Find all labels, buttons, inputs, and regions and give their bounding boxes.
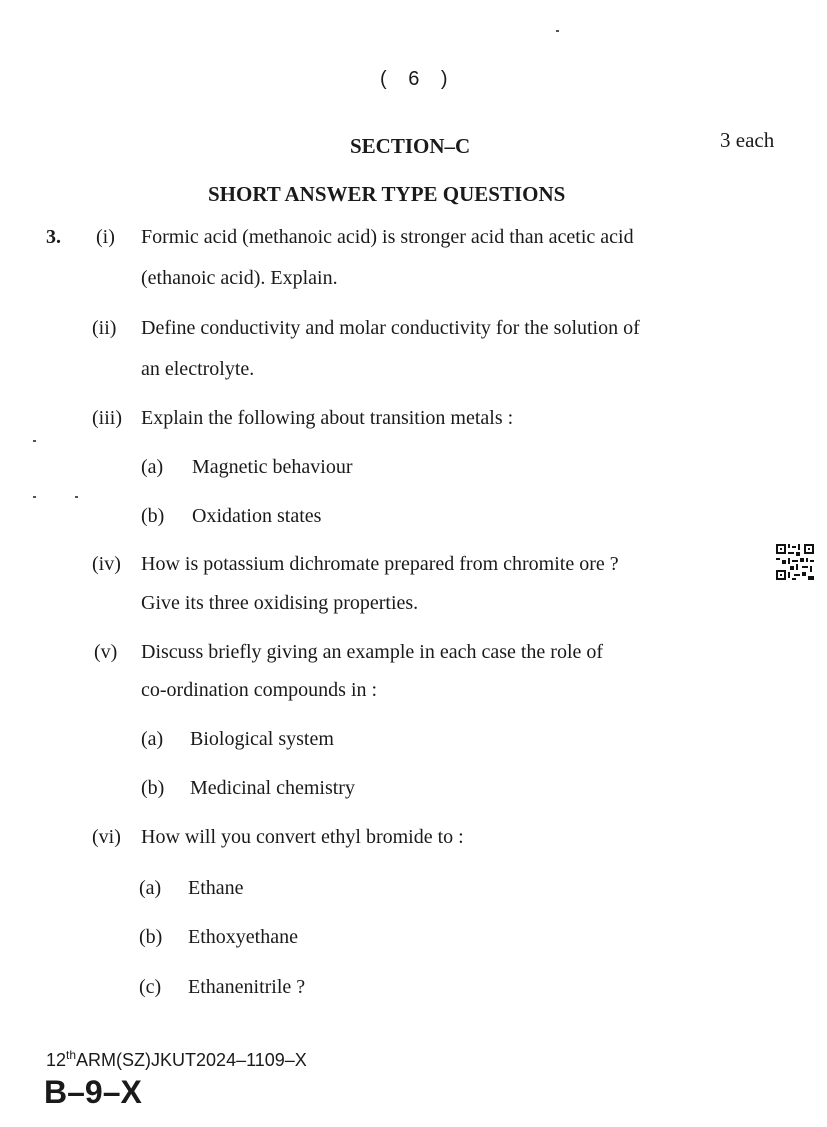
paper-series: B–9–X: [44, 1074, 142, 1110]
scan-speck: [75, 496, 78, 498]
scan-speck: [33, 440, 36, 442]
part-label: (vi): [92, 826, 121, 848]
part-label: (v): [94, 641, 118, 663]
subpart-label: (b): [141, 505, 165, 527]
subpart-text: Oxidation states: [192, 505, 322, 527]
part-text-line: co-ordination compounds in :: [141, 679, 378, 701]
subpart-text: Medicinal chemistry: [190, 777, 355, 799]
paper-code: 12thARM(SZ)JKUT2024–1109–X: [46, 1048, 307, 1070]
subpart-text: Biological system: [190, 728, 334, 750]
subpart-text: Ethoxyethane: [188, 926, 298, 948]
part-text-line: Discuss briefly giving an example in each case the role of: [141, 641, 604, 663]
subpart-label: (b): [139, 926, 163, 948]
section-title: SECTION–C: [350, 134, 471, 158]
part-text-line: How is potassium dichromate prepared from chromite ore ?: [141, 553, 619, 575]
subpart-label: (c): [139, 976, 162, 998]
part-label: (iv): [92, 553, 121, 575]
part-text-line: (ethanoic acid). Explain.: [141, 267, 338, 289]
section-subtitle: SHORT ANSWER TYPE QUESTIONS: [208, 182, 566, 206]
question-number: 3.: [46, 226, 61, 248]
subpart-text: Ethane: [188, 877, 244, 899]
subpart-label: (a): [141, 456, 164, 478]
part-text-line: Give its three oxidising properties.: [141, 592, 419, 614]
marks-label: 3 each: [720, 128, 775, 152]
part-text-line: How will you convert ethyl bromide to :: [141, 826, 464, 848]
subpart-text: Ethanenitrile ?: [188, 976, 306, 998]
qr-code-icon: [776, 544, 814, 580]
scan-speck: [33, 496, 36, 498]
page-number: ( 6 ): [380, 68, 456, 90]
subpart-label: (a): [141, 728, 164, 750]
part-text-line: an electrolyte.: [141, 358, 255, 380]
part-text-line: Explain the following about transition metals :: [141, 407, 514, 429]
subpart-text: Magnetic behaviour: [192, 456, 353, 478]
part-label: (iii): [92, 407, 122, 429]
part-text-line: Formic acid (methanoic acid) is stronger acid than acetic acid: [141, 226, 634, 248]
part-text-line: Define conductivity and molar conductivity for the solution of: [141, 317, 640, 339]
scan-speck: [556, 30, 559, 32]
subpart-label: (a): [139, 877, 162, 899]
part-label: (ii): [92, 317, 117, 339]
subpart-label: (b): [141, 777, 165, 799]
part-label: (i): [96, 226, 115, 248]
